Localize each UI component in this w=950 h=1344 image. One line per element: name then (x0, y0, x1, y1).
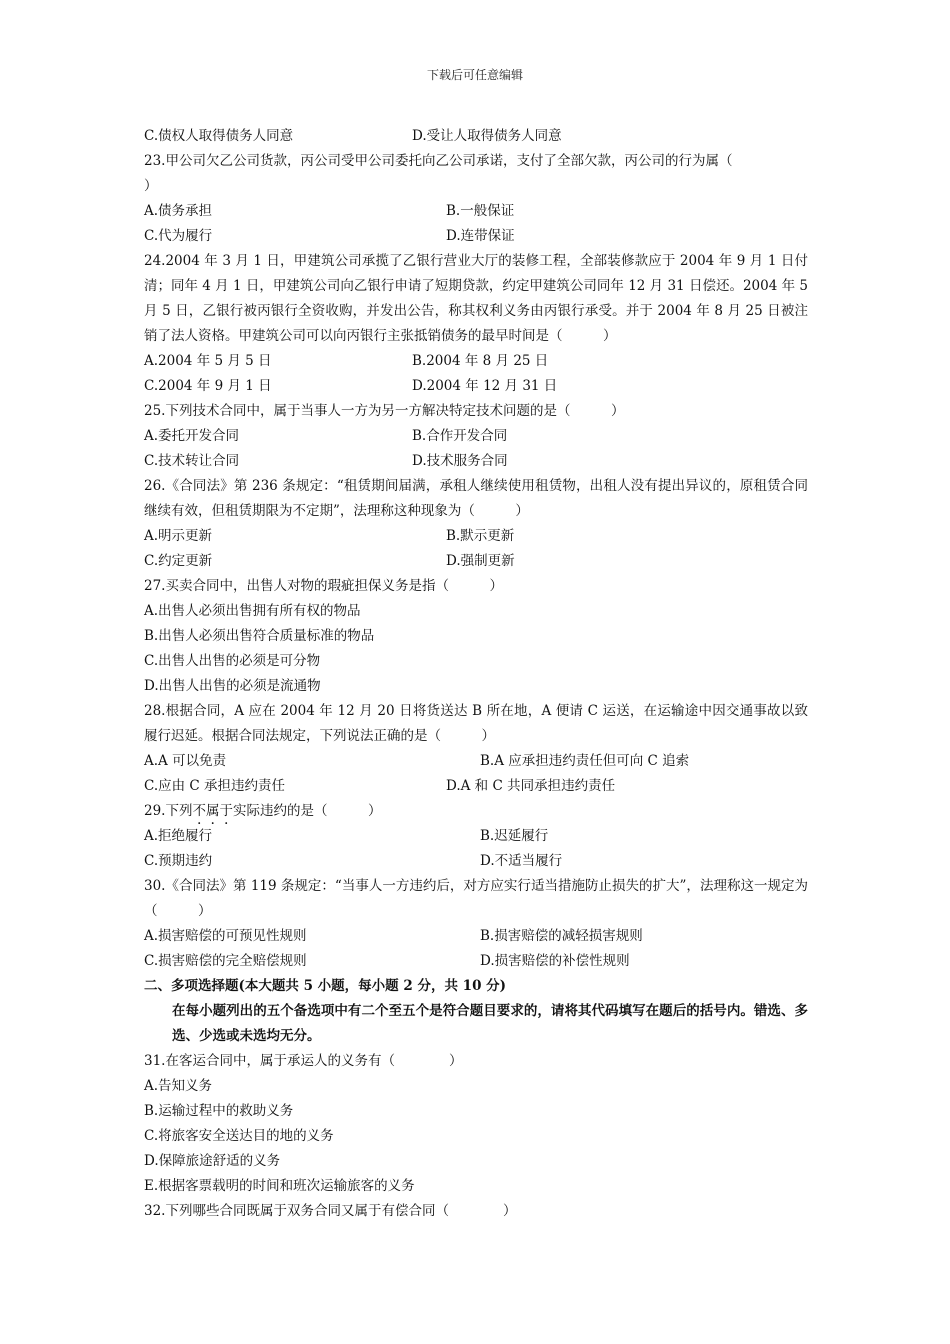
q28-options-ab (144, 749, 808, 774)
q23-options-ab (144, 199, 808, 224)
q28-options-cd (144, 774, 808, 799)
q24-option-d: D.2004 年 12 月 31 日 (412, 378, 558, 394)
q25-stem: 25.下列技术合同中，属于当事人一方为另一方解决特定技术问题的是（ ） (144, 403, 625, 419)
section2-title: 二、多项选择题(本大题共 5 小题，每小题 2 分，共 10 分) (144, 978, 507, 994)
q22-options-cd (144, 124, 808, 149)
q28-option-b: B.A 应承担违约责任但可向 C 追索 (480, 753, 690, 769)
q31-option-c: C.将旅客安全送达目的地的义务 (144, 1128, 334, 1144)
q28-option-c: C.应由 C 承担违约责任 (144, 778, 286, 794)
q30-options-cd (144, 949, 808, 974)
q29-options-ab (144, 824, 808, 849)
q27-option-d: D.出售人出售的必须是流通物 (144, 678, 321, 694)
q31-option-d: D.保障旅途舒适的义务 (144, 1153, 281, 1169)
q31-option-a: A.告知义务 (144, 1078, 213, 1094)
q25-option-c: C.技术转让合同 (144, 453, 240, 469)
q25-option-b: B.合作开发合同 (412, 428, 508, 444)
q23-option-c: C.代为履行 (144, 228, 213, 244)
q27-option-a: A.出售人必须出售拥有所有权的物品 (144, 603, 361, 619)
q31-option-b: B.运输过程中的救助义务 (144, 1103, 294, 1119)
q26-option-c: C.约定更新 (144, 553, 213, 569)
page-header: 下载后可任意编辑 (426, 68, 523, 82)
q25-option-a: A.委托开发合同 (144, 428, 240, 444)
q23-options-cd (144, 224, 808, 249)
emphasis-dot-2: 属 (205, 803, 220, 819)
q24-option-a: A.2004 年 5 月 5 日 (144, 353, 272, 369)
q23-stem: 23.甲公司欠乙公司货款，丙公司受甲公司委托向乙公司承诺，支付了全部欠款，丙公司的行为属（ ） (144, 153, 733, 194)
q26-options-ab (144, 524, 808, 549)
exam-content (144, 124, 808, 1224)
q26-option-d: D.强制更新 (446, 553, 515, 569)
q25-options-cd (144, 449, 808, 474)
q30-option-c: C.损害赔偿的完全赔偿规则 (144, 953, 307, 969)
q29-options-cd (144, 849, 808, 874)
q29-option-a: A.拒绝履行 (144, 828, 213, 844)
q27-option-b: B.出售人必须出售符合质量标准的物品 (144, 628, 375, 644)
q26-stem: 26.《合同法》第 236 条规定：“租赁期间届满，承租人继续使用租赁物，出租人没有提出异议的，原租赁合同继续有效，但租赁期限为不定期”，法理称这种现象为（ ） (144, 478, 808, 519)
q29-option-c: C.预期违约 (144, 853, 213, 869)
q23-option-b: B.一般保证 (446, 203, 515, 219)
q25-option-d: D.技术服务合同 (412, 453, 508, 469)
q31-stem: 31.在客运合同中，属于承运人的义务有（ ） (144, 1053, 463, 1069)
q27-stem: 27.买卖合同中，出售人对物的瑕疵担保义务是指（ ） (144, 578, 503, 594)
q29-stem: 29.下列不属于实际违约的是（ ） (144, 803, 382, 819)
q28-option-d: D.A 和 C 共同承担违约责任 (446, 778, 616, 794)
q24-option-b: B.2004 年 8 月 25 日 (412, 353, 549, 369)
q26-options-cd (144, 549, 808, 574)
q29-option-b: B.迟延履行 (480, 828, 549, 844)
q26-option-a: A.明示更新 (144, 528, 213, 544)
q28-option-a: A.A 可以免责 (144, 753, 227, 769)
q30-option-d: D.损害赔偿的补偿性规则 (480, 953, 630, 969)
q22-option-d: D.受让人取得债务人同意 (412, 128, 562, 144)
q29-option-d: D.不适当履行 (480, 853, 563, 869)
emphasis-dot-1: 不 (192, 803, 206, 819)
section2-instruction: 在每小题列出的五个备选项中有二个至五个是符合题目要求的，请将其代码填写在题后的括号内。错选、多选、少选或未选均无分。 (172, 1003, 808, 1044)
q30-option-a: A.损害赔偿的可预见性规则 (144, 928, 307, 944)
q28-stem: 28.根据合同，A 应在 2004 年 12 月 20 日将货送达 B 所在地，A 便请 C 运送，在运输途中因交通事故以致履行迟延。根据合同法规定，下列说法正确的是（ ） (144, 703, 808, 744)
q30-options-ab (144, 924, 808, 949)
q27-option-c: C.出售人出售的必须是可分物 (144, 653, 321, 669)
q26-option-b: B.默示更新 (446, 528, 515, 544)
q24-stem: 24.2004 年 3 月 1 日，甲建筑公司承揽了乙银行营业大厅的装修工程，全部装修款应于 2004 年 9 月 1 日付清；同年 4 月 1 日，甲建筑公司向乙银行申请了短期贷款，约定甲建筑公司同年 12 月 31 日偿还。2004 年 5 月 5 日，乙银行被丙银行全资收购，并发出公告，称其权利义务由丙银行承受。并于 2004 年 8 月 25 日被注销了法人资格。甲建筑公司可以向丙银行主张抵销债务的最早时间是（ ） (144, 253, 808, 344)
emphasis-dot-3: 于 (219, 803, 233, 819)
q30-option-b: B.损害赔偿的减轻损害规则 (480, 928, 643, 944)
q25-options-ab (144, 424, 808, 449)
q32-stem: 32.下列哪些合同既属于双务合同又属于有偿合同（ ） (144, 1203, 517, 1219)
q24-options-ab (144, 349, 808, 374)
q24-options-cd (144, 374, 808, 399)
q23-option-a: A.债务承担 (144, 203, 213, 219)
q24-option-c: C.2004 年 9 月 1 日 (144, 378, 272, 394)
q23-option-d: D.连带保证 (446, 228, 515, 244)
q30-stem: 30.《合同法》第 119 条规定：“当事人一方违约后，对方应实行适当措施防止损失的扩大”，法理称这一规定为（ ） (144, 878, 808, 919)
q31-option-e: E.根据客票载明的时间和班次运输旅客的义务 (144, 1178, 415, 1194)
q22-option-c: C.债权人取得债务人同意 (144, 128, 294, 144)
